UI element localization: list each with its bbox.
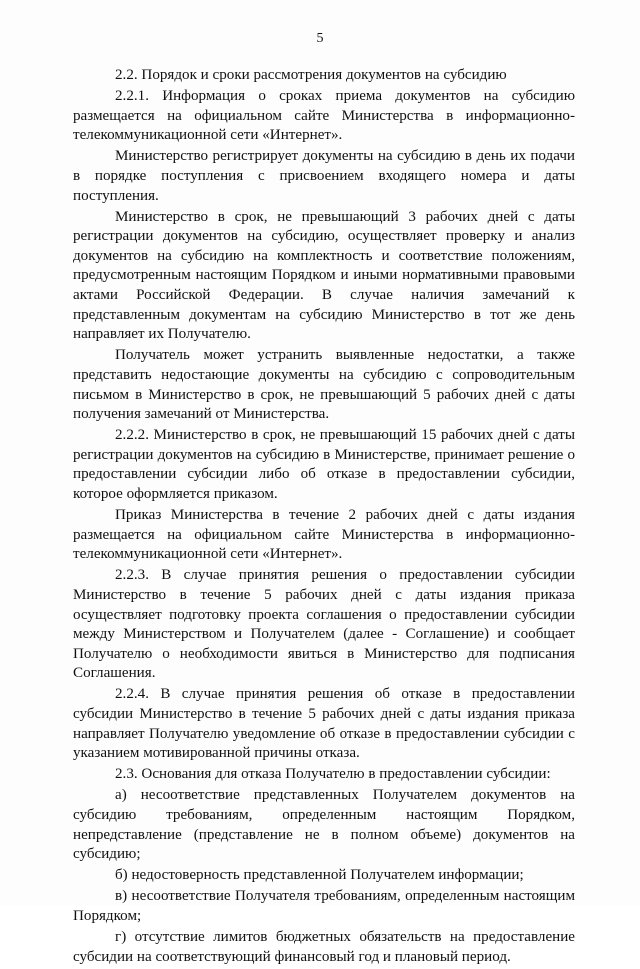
page-number: 5	[316, 31, 324, 46]
paragraph-registration: Министерство регистрирует документы на субсидию в день их подачи в порядке поступления с присвоением входящего номера и даты поступления.	[73, 148, 575, 204]
paragraph-2-2-4: 2.2.4. В случае принятия решения об отказе в предоставлении субсидии Министерство в течение 5 рабочих дней с даты издания приказа направляет Получателю уведомление об отказе в предоставлении субсидии с указанием мотивированной причины отказа.	[73, 686, 575, 762]
paragraph-2-2-3: 2.2.3. В случае принятия решения о предоставлении субсидии Министерство в течение 5 рабочих дней с даты издания приказа осуществляет подготовку проекта соглашения о предоставлении субсидии между Министерством и Получателем (далее - Соглашение) и сообщает Получателю о необходимости явиться в Министерство для подписания Соглашения.	[73, 567, 575, 682]
paragraph-review: Министерство в срок, не превышающий 3 рабочих дней с даты регистрации документов на субсидию, осуществляет проверку и анализ документов на субсидию на комплектность и соответствие положениям, предусмотренным настоящим Порядком и иными нормативными правовыми актами Российской Федерации. В случае наличия замечаний к представленным документам на субсидию Министерство в тот же день направляет их Получателю.	[73, 208, 575, 343]
section-heading-2-2: 2.2. Порядок и сроки рассмотрения документов на субсидию	[115, 67, 507, 83]
document-body	[73, 66, 575, 969]
paragraph-2-2-1: 2.2.1. Информация о сроках приема документов на субсидию размещается на официальном сайте Министерства в информационно-телекоммуникационной сети «Интернет».	[73, 88, 575, 144]
paragraph-2-2-2: 2.2.2. Министерство в срок, не превышающий 15 рабочих дней с даты регистрации документов на субсидию в Министерстве, принимает решение о предоставлении субсидии либо об отказе в предоставлении субсидии, которое оформляется приказом.	[73, 427, 575, 502]
paragraph-order-publication: Приказ Министерства в течение 2 рабочих дней с даты издания размещается на официальном сайте Министерства в информационно-телекоммуникационной сети «Интернет».	[73, 507, 575, 563]
paragraph-corrections: Получатель может устранить выявленные недостатки, а также представить недостающие документы на субсидию с сопроводительным письмом в Министерство в срок, не превышающий 5 рабочих дней с даты получения замечаний от Министерства.	[73, 347, 575, 423]
list-item-v: в) несоответствие Получателя требованиям, определенным настоящим Порядком;	[73, 888, 575, 924]
list-item-a: а) несоответствие представленных Получателем документов на субсидию требованиям, определенным настоящим Порядком, непредставление (представление не в полном объеме) документов на субсидию;	[73, 787, 575, 863]
section-heading-2-3: 2.3. Основания для отказа Получателю в предоставлении субсидии:	[115, 766, 551, 783]
list-item-g: г) отсутствие лимитов бюджетных обязательств на предоставление субсидии на соответствующий финансовый год и плановый период.	[73, 929, 575, 965]
list-item-b: б) недостоверность представленной Получателем информации;	[115, 867, 524, 884]
